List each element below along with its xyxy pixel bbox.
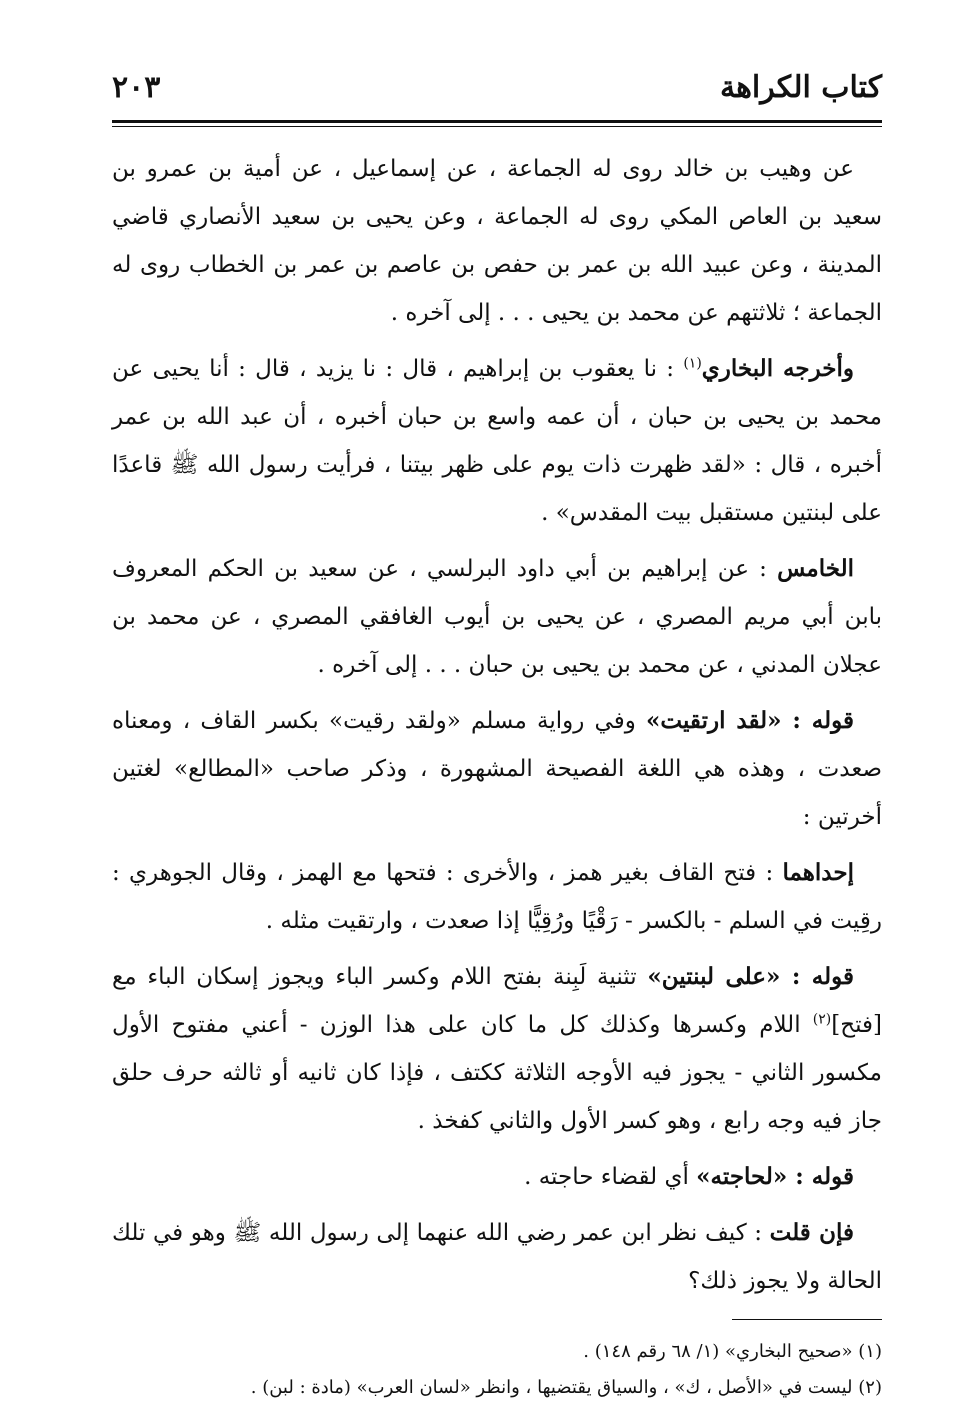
paragraph-5-lead: إحداهما [782,859,854,886]
paragraph-6-text-continued: اللام وكسرها وكذلك كل ما كان على هذا الوزن - أعني مفتوح الأول مكسور الثاني - يجوز فيه الأوجه الثلاثة ككتف ، فإذا كان ثانيه أو ثالثه حرف حلق جاز فيه وجه رابع ، وهو كسر الأول والثاني كفخذ . [112,1012,882,1134]
paragraph-4-text: وفي رواية مسلم «ولقد رقيت» بكسر القاف ، ومعناه صعدت ، وهذه هي اللغة الفصيحة المشهورة ، وذكر صاحب «المطالع» لغتين أخرتين : [112,708,882,830]
paragraph-7-lead: قوله : «لحاجته» [696,1163,854,1190]
footnotes [112,1334,882,1406]
header-rule-thin [112,126,882,127]
paragraph-2-lead: وأخرجه البخاري [701,355,854,382]
footnote-marker-1: (١) [683,355,702,372]
paragraph-2-text: : نا يعقوب بن إبراهيم ، قال : نا يزيد ، قال : أنا يحيى عن محمد بن يحيى بن حبان ، أن عمه واسع بن حبان أخبره ، أن عبد الله بن عمر أخبره ، قال : «لقد ظهرت ذات يوم على ظهر بيتنا ، فرأيت رسول الله ﷺ قاعدًا على لبنتين مستقبل بيت المقدس» . [112,356,882,526]
header-rule-thick [112,120,882,123]
paragraph-2 [112,345,882,537]
paragraph-3 [112,545,882,689]
paragraph-6 [112,953,882,1145]
footnote-1: (١) «صحيح البخاري» (١/ ٦٨ رقم ١٤٨) . [583,1341,882,1362]
paragraph-7-text: أي لقضاء حاجته . [524,1164,697,1190]
paragraph-4 [112,697,882,841]
paragraph-1-text: عن وهيب بن خالد روى له الجماعة ، عن إسماعيل ، عن أمية بن عمرو بن سعيد بن العاص المكي روى له الجماعة ، وعن يحيى بن سعيد الأنصاري قاضي المدينة ، وعن عبيد الله بن عمر بن حفص بن عاصم بن عمر بن الخطاب روى له الجماعة ؛ ثلاثتهم عن محمد بن يحيى . . . إلى آخره . [112,156,882,326]
paragraph-3-text: : عن إبراهيم بن أبي داود البرلسي ، عن سعيد بن الحكم المعروف بابن أبي مريم المصري ، عن يحيى بن أيوب الغافقي المصري ، عن محمد بن عجلان المدني ، عن محمد بن يحيى بن حبان . . . إلى آخره . [112,556,883,678]
paragraph-5-text: : فتح القاف بغير همز ، والأخرى : فتحها مع الهمز ، وقال الجوهري : رقِيت في السلم - بالكسر - رَقْيًا ورُقِيًّا إذا صعدت ، وارتقيت مثله . [112,860,882,934]
page-header [112,60,882,120]
footnote-separator [732,1319,882,1320]
page-number: ٢٠٣ [112,70,161,105]
paragraph-5 [112,849,882,945]
paragraph-8-lead: فإن قلت [769,1219,854,1246]
paragraph-6-text: تثنية لَبِنة بفتح اللام وكسر الباء ويجوز إسكان الباء مع [فتح] [112,964,882,1038]
paragraph-8 [112,1209,882,1305]
paragraph-8-text: : كيف نظر ابن عمر رضي الله عنهما إلى رسول الله ﷺ وهو في تلك الحالة ولا يجوز ذلك؟ [112,1220,882,1294]
paragraph-7 [112,1153,882,1201]
footnote-2: (٢) ليست في «الأصل ، ك» ، والسياق يقتضيها ، وانظر «لسان العرب» (مادة : لبن) . [250,1377,882,1398]
running-title: كتاب الكراهة [720,70,882,105]
paragraph-1 [112,145,882,337]
paragraph-6-lead: قوله : «على لبنتين» [647,963,855,990]
main-text [112,145,882,1305]
footnote-marker-2: (٢) [812,1011,832,1028]
paragraph-4-lead: قوله : «لقد ارتقيت» [646,707,854,734]
book-page [112,60,882,1400]
paragraph-3-lead: الخامس [777,555,854,582]
